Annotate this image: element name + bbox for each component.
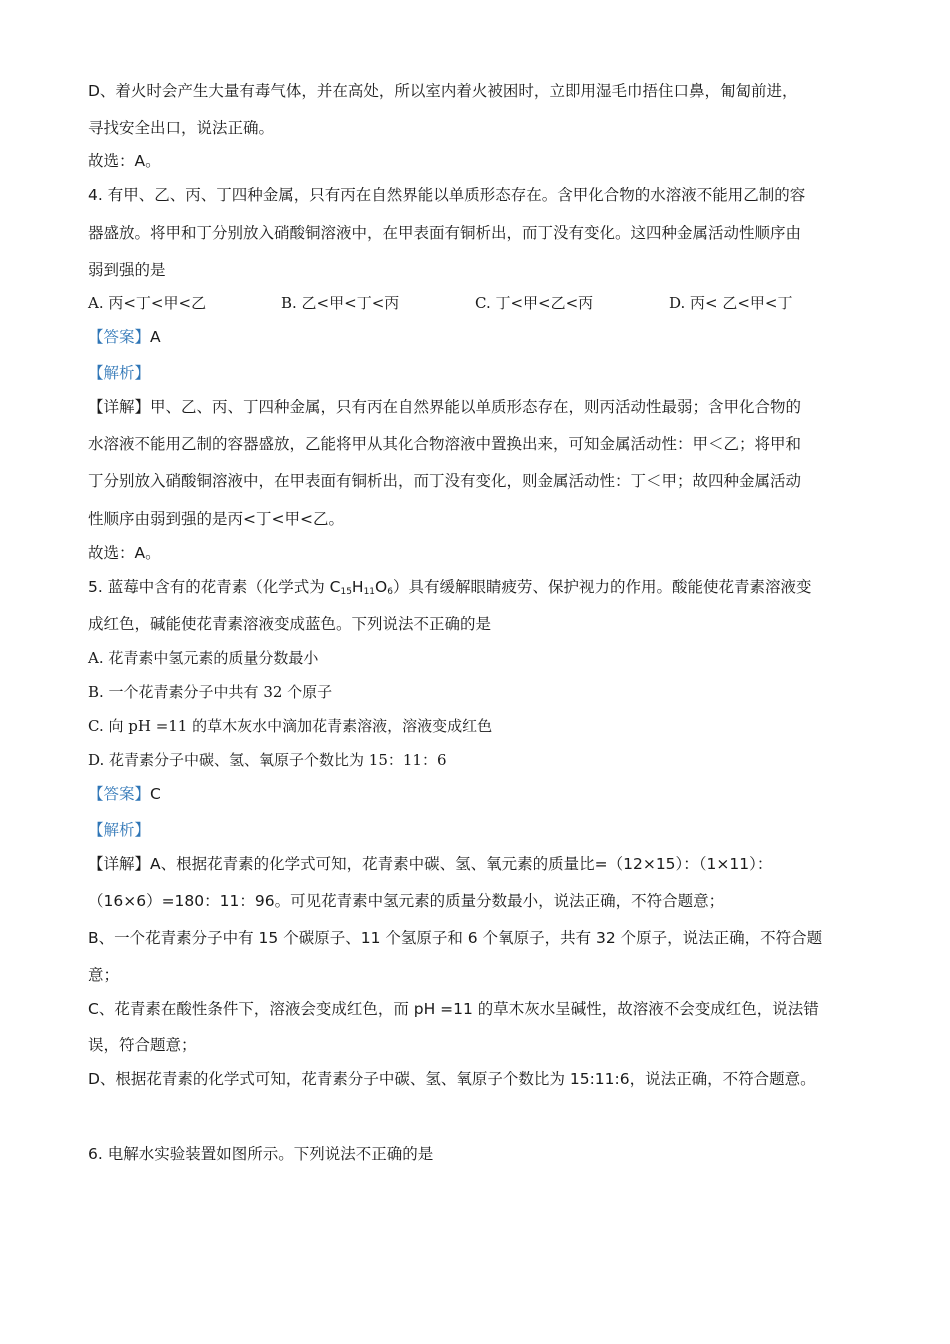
- q4-option-b: B. 乙<甲<丁<丙: [281, 294, 400, 312]
- q5-option-a: A. 花青素中氢元素的质量分数最小: [88, 649, 319, 667]
- q5-option-b: B. 一个花青素分子中共有 32 个原子: [88, 683, 333, 701]
- answer-tag: 【答案】: [88, 785, 151, 803]
- para-3d-line2: 寻找安全出口，说法正确。: [88, 119, 275, 137]
- q4-option-c: C. 丁<甲<乙<丙: [475, 294, 594, 312]
- q5-detail-line2: （16×6）=180：11：96。可见花青素中氢元素的质量分数最小，说法正确，不符合题意；: [88, 892, 725, 910]
- q4-detail-line3: 丁分别放入硝酸铜溶液中，在甲表面有铜析出，而丁没有变化，则金属活动性：丁＜甲；故四种金属活动: [88, 472, 802, 490]
- q5-stem-line2: 成红色，碱能使花青素溶液变成蓝色。下列说法不正确的是: [88, 615, 492, 633]
- detail-tag: 【详解】: [88, 855, 151, 873]
- q4-detail-line1: 【详解】甲、乙、丙、丁四种金属，只有丙在自然界能以单质形态存在，则丙活动性最弱；含甲化合物的: [88, 398, 802, 416]
- answer-value: A: [150, 328, 161, 346]
- answer-value: C: [150, 785, 161, 803]
- q5-answer: [88, 784, 161, 804]
- q5-option-c: C. 向 pH =11 的草木灰水中滴加花青素溶液，溶液变成红色: [88, 717, 493, 735]
- q5-detail-line6: 误，符合题意；: [88, 1036, 197, 1054]
- q5-detail-line3: B、一个花青素分子中有 15 个碳原子、11 个氢原子和 6 个氧原子，共有 32 个原子，说法正确，不符合题: [88, 929, 823, 947]
- q3-selection: 故选：A。: [88, 152, 161, 170]
- q4-option-a: A. 丙<丁<甲<乙: [88, 294, 207, 312]
- detail-tag: 【详解】: [88, 398, 151, 416]
- para-3d-line1: D、着火时会产生大量有毒气体，并在高处，所以室内着火被困时，立即用湿毛巾捂住口鼻，匍匐前进，: [88, 82, 798, 100]
- q4-selection: 故选：A。: [88, 544, 161, 562]
- answer-tag: 【答案】: [88, 328, 151, 346]
- q4-detail-line2: 水溶液不能用乙制的容器盛放，乙能将甲从其化合物溶液中置换出来，可知金属活动性：甲＜乙；将甲和: [88, 435, 802, 453]
- q6-stem: 6. 电解水实验装置如图所示。下列说法不正确的是: [88, 1145, 434, 1163]
- q4-stem-line1: 4. 有甲、乙、丙、丁四种金属，只有丙在自然界能以单质形态存在。含甲化合物的水溶液不能用乙制的容: [88, 186, 806, 204]
- q4-analysis-tag: 【解析】: [88, 364, 151, 382]
- q5-stem-line1: 5. 蓝莓中含有的花青素（化学式为 $C_{15}H_{11}O_6$）具有缓解眼睛疲劳、保护视力的作用。酸能使花青素溶液变: [88, 578, 812, 597]
- q4-stem-line2: 器盛放。将甲和丁分别放入硝酸铜溶液中，在甲表面有铜析出，而丁没有变化。这四种金属活动性顺序由: [88, 224, 802, 242]
- q4-answer: [88, 327, 161, 347]
- q4-option-d: D. 丙< 乙<甲<丁: [669, 294, 793, 312]
- q5-analysis-tag: 【解析】: [88, 821, 151, 839]
- q5-option-d: D. 花青素分子中碳、氢、氧原子个数比为 15：11：6: [88, 751, 447, 769]
- q5-detail-line7: D、根据花青素的化学式可知，花青素分子中碳、氢、氧原子个数比为 15:11:6，说法正确，不符合题意。: [88, 1070, 816, 1088]
- q5-detail-line5: C、花青素在酸性条件下，溶液会变成红色，而 pH =11 的草木灰水呈碱性，故溶液不会变成红色，说法错: [88, 1000, 819, 1018]
- q4-detail-line4: 性顺序由弱到强的是丙<丁<甲<乙。: [88, 510, 344, 528]
- q4-stem-line3: 弱到强的是: [88, 261, 166, 279]
- q5-detail-line4: 意；: [88, 966, 120, 984]
- q5-detail-line1: 【详解】A、根据花青素的化学式可知，花青素中碳、氢、氧元素的质量比=（12×15）：（1×11）：: [88, 855, 773, 873]
